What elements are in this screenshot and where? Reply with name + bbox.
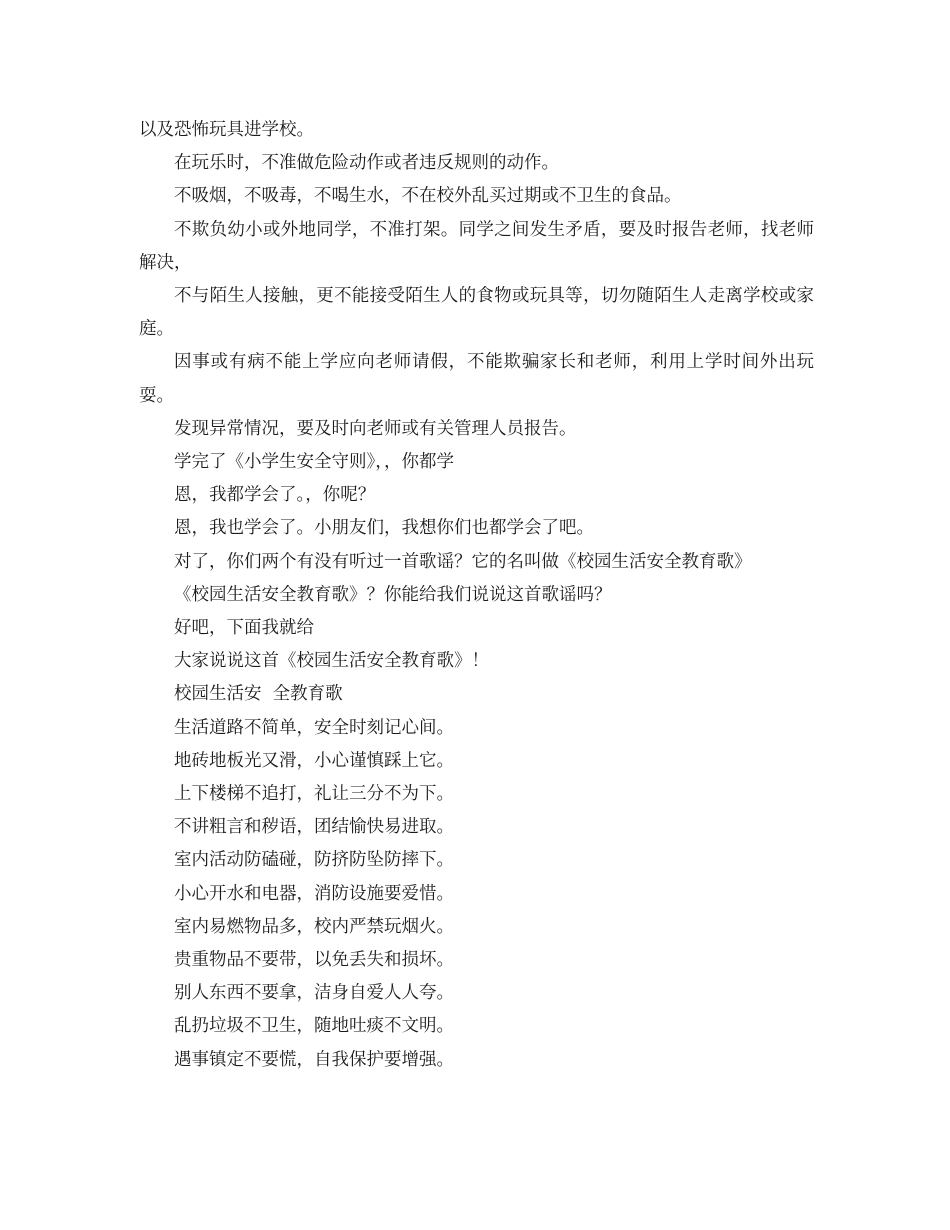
- paragraph-continuation: 以及恐怖玩具进学校。: [139, 120, 314, 140]
- dialogue-line: 好吧，下面我就给: [174, 618, 314, 639]
- song-line: 小心开水和电器，消防设施要爱惜。: [174, 883, 454, 904]
- dialogue-line: 《校园生活安全教育歌》？你能给我们说说这首歌谣吗？: [174, 584, 612, 605]
- dialogue-line: 恩，我都学会了。，你呢？: [174, 485, 376, 506]
- paragraph: 不与陌生人接触，更不能接受陌生人的食物或玩具等，切勿随陌生人走离学校或家庭。: [139, 286, 814, 340]
- song-title: 校园生活安 全教育歌: [174, 684, 343, 705]
- song-line: 别人东西不要拿，洁身自爱人人夸。: [174, 983, 454, 1004]
- song-line: 不讲粗言和秽语，团结愉快易进取。: [174, 817, 454, 838]
- song-line: 地砖地板光又滑，小心谨慎踩上它。: [174, 750, 454, 771]
- document-body: [139, 114, 814, 1077]
- song-line: 生活道路不简单，安全时刻记心间。: [174, 717, 454, 738]
- song-line: 乱扔垃圾不卫生，随地吐痰不文明。: [174, 1016, 454, 1037]
- song-line: 贵重物品不要带，以免丢失和损坏。: [174, 950, 454, 971]
- paragraph: 在玩乐时，不准做危险动作或者违反规则的动作。: [174, 153, 559, 174]
- paragraph: 不欺负幼小或外地同学，不准打架。同学之间发生矛盾，要及时报告老师，找老师解决，: [139, 219, 814, 273]
- song-line: 室内易燃物品多，校内严禁玩烟火。: [174, 916, 454, 937]
- paragraph: 因事或有病不能上学应向老师请假，不能欺骗家长和老师，利用上学时间外出玩耍。: [139, 352, 814, 406]
- dialogue-line: 恩，我也学会了。小朋友们，我想你们也都学会了吧。: [174, 518, 594, 539]
- song-line: 遇事镇定不要慌，自我保护要增强。: [174, 1049, 454, 1070]
- song-line: 室内活动防磕碰，防挤防坠防摔下。: [174, 850, 454, 871]
- dialogue-line: 学完了《小学生安全守则》，，你都学: [174, 452, 454, 473]
- dialogue-line: 对了，你们两个有没有听过一首歌谣？它的名叫做《校园生活安全教育歌》: [174, 551, 752, 572]
- paragraph: 发现异常情况，要及时向老师或有关管理人员报告。: [174, 418, 577, 439]
- paragraph: 不吸烟，不吸毒，不喝生水，不在校外乱买过期或不卫生的食品。: [174, 186, 682, 207]
- song-line: 上下楼梯不追打，礼让三分不为下。: [174, 784, 454, 805]
- dialogue-line: 大家说说这首《校园生活安全教育歌》！: [174, 651, 489, 672]
